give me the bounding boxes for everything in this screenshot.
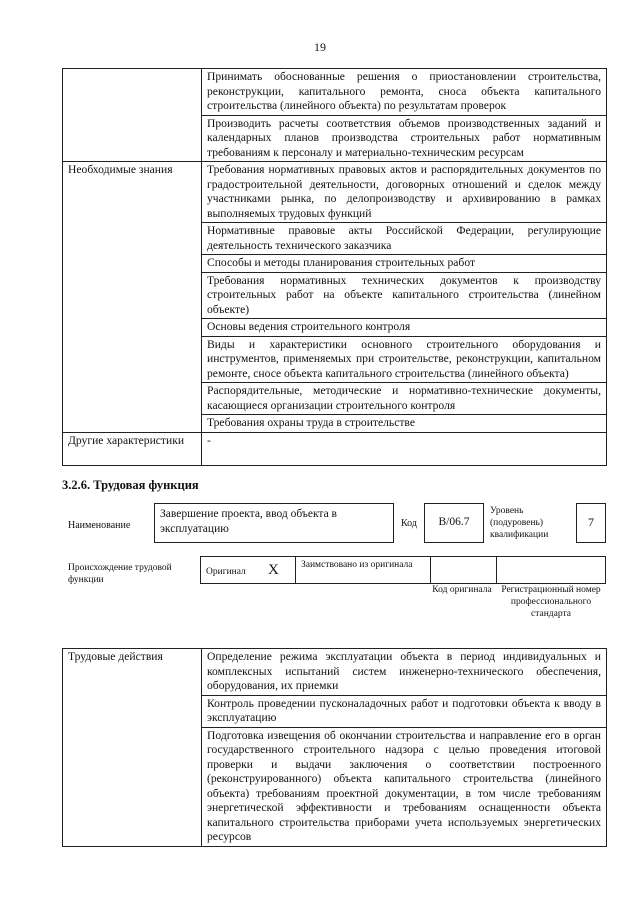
code-value: B/06.7 bbox=[438, 516, 470, 528]
page-number: 19 bbox=[314, 40, 326, 54]
original-label: Оригинал bbox=[206, 567, 246, 577]
origin-label: Происхождение трудовой функции bbox=[68, 563, 172, 585]
actions-row: Определение режима эксплуатации объекта в период индивидуальных и комплексных испытаний систем инженерно-технического обеспечения, оборудования, их приемки bbox=[202, 649, 607, 696]
origin-code-label: Код оригинала bbox=[432, 585, 492, 595]
divider bbox=[295, 557, 296, 583]
divider bbox=[496, 557, 497, 583]
knowledge-row: Способы и методы планирования строительных работ bbox=[202, 255, 607, 273]
name-box bbox=[154, 503, 394, 543]
level-label: Уровень (подуровень) квалификации bbox=[490, 506, 549, 540]
name-value: Завершение проекта, ввод объекта в эксплуатацию bbox=[160, 508, 337, 535]
reg-number-label: Регистрационный номер профессионального стандарта bbox=[501, 585, 601, 619]
knowledge-row: Основы ведения строительного контроля bbox=[202, 319, 607, 337]
table-row bbox=[63, 649, 607, 696]
divider bbox=[430, 557, 431, 583]
section-title: 3.2.6. Трудовая функция bbox=[62, 478, 199, 492]
knowledge-table bbox=[62, 68, 607, 466]
continuation-row: Принимать обоснованные решения о приостановлении строительства, реконструкции, капитального ремонта, сноса объекта капитального строительства (линейного объекта) по результатам проверок bbox=[202, 69, 607, 116]
knowledge-row: Требования охраны труда в строительстве bbox=[202, 415, 607, 433]
knowledge-row: Виды и характеристики основного строительного оборудования и инструментов, применяемых при строительстве, реконструкции, капитальном ремонте, сносе объекта капитального строительства (линейного объекта) bbox=[202, 336, 607, 383]
level-value: 7 bbox=[588, 515, 594, 529]
table-row bbox=[63, 162, 607, 223]
level-box bbox=[576, 503, 606, 543]
code-label: Код bbox=[401, 518, 417, 529]
knowledge-row: Требования нормативных технических документов к производству строительных работ на объекте капитального строительства (линейном объекте) bbox=[202, 272, 607, 319]
knowledge-row: Нормативные правовые акты Российской Федерации, регулирующие деятельность технического заказчика bbox=[202, 223, 607, 255]
other-label: Другие характеристики bbox=[63, 432, 202, 465]
code-box bbox=[424, 503, 484, 543]
knowledge-label: Необходимые знания bbox=[63, 162, 202, 433]
table-row bbox=[63, 432, 607, 465]
name-label: Наименование bbox=[68, 520, 131, 531]
table-cell-empty bbox=[63, 69, 202, 162]
actions-row: Подготовка извещения об окончании строительства и направление его в орган государственного строительного надзора с целью проведения итоговой проверки и выдачи заключения о соответствии построенного (реконструированного) объекта капитального строительства (линейного объекта) требованиям проектной документации, в том числе требованиям энергетической эффективности и требованиям оснащенности объекта капитального строительства приборами учета используемых энергетических ресурсов bbox=[202, 727, 607, 846]
origin-grid bbox=[200, 556, 606, 584]
actions-table bbox=[62, 648, 607, 847]
actions-label: Трудовые действия bbox=[63, 649, 202, 847]
continuation-row: Производить расчеты соответствия объемов производственных заданий и календарных планов производства строительных работ нормативным требованиям к персоналу и материально-техническим ресурсам bbox=[202, 115, 607, 162]
table-row bbox=[63, 69, 607, 116]
original-mark: X bbox=[268, 562, 279, 578]
borrowed-label: Заимствовано из оригинала bbox=[301, 560, 413, 570]
knowledge-row: Распорядительные, методические и нормативно-технические документы, касающиеся организации строительного контроля bbox=[202, 383, 607, 415]
other-value: - bbox=[202, 432, 607, 465]
knowledge-row: Требования нормативных правовых актов и распорядительных документов по градостроительной деятельности, договорных отношений и сделок между участниками рынка, по делопроизводству и архивированию в рамках выполняемых трудовых функций bbox=[202, 162, 607, 223]
actions-row: Контроль проведении пусконаладочных работ и подготовки объекта к вводу в эксплуатацию bbox=[202, 695, 607, 727]
